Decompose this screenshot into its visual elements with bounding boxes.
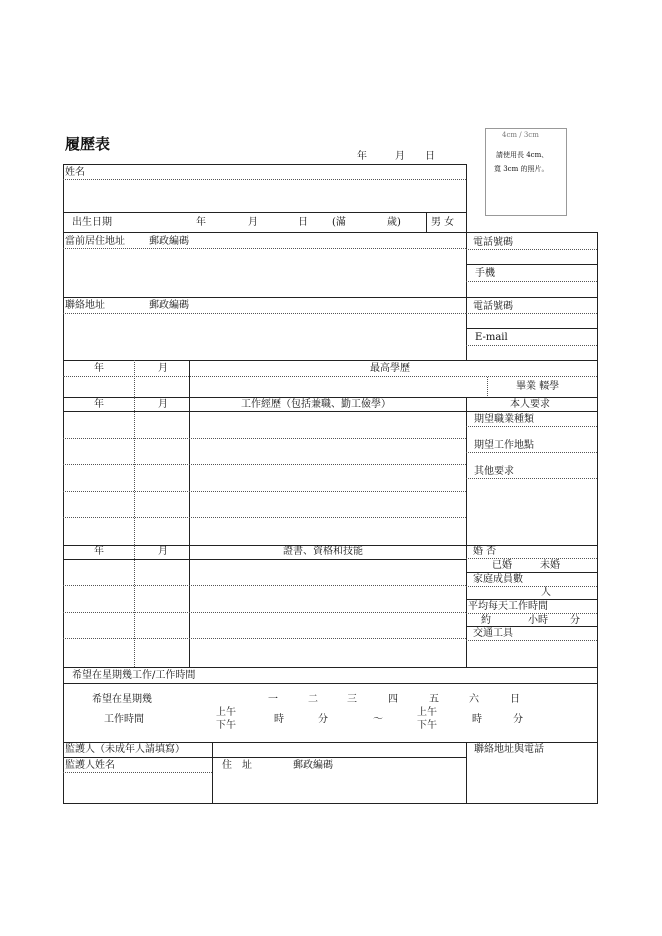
job-place-label: 期望工作地點 bbox=[474, 440, 534, 451]
schedule-header: 希望在星期幾工作/工作時間 bbox=[72, 670, 196, 681]
guardian-address-field[interactable] bbox=[213, 774, 465, 802]
edu-status-options[interactable]: 畢業 輟學 bbox=[516, 381, 560, 392]
persons-unit: 人 bbox=[541, 587, 551, 598]
transport-label: 交通工具 bbox=[473, 628, 513, 639]
guardian-name-label: 監護人姓名 bbox=[65, 760, 115, 771]
cert-header: 證書、資格和技能 bbox=[283, 546, 363, 557]
birth-day-label: 日 bbox=[298, 217, 308, 228]
edu-highest-header: 最高學歷 bbox=[370, 363, 410, 374]
other-requirements-label: 其他要求 bbox=[474, 466, 514, 477]
day-wed[interactable]: 三 bbox=[347, 694, 357, 705]
birth-month-label: 月 bbox=[248, 217, 258, 228]
edu-year-header: 年 bbox=[94, 363, 104, 374]
end-pm-option[interactable]: 下午 bbox=[417, 720, 437, 731]
guardian-address-label: 住 址 bbox=[222, 760, 252, 771]
day-sat[interactable]: 六 bbox=[469, 694, 479, 705]
age-open-label: (滿 bbox=[332, 217, 346, 228]
schedule-days-label: 希望在星期幾 bbox=[92, 694, 152, 705]
contact-address-field[interactable] bbox=[64, 315, 465, 359]
current-address-field[interactable] bbox=[64, 250, 465, 296]
birth-label: 出生日期 bbox=[72, 217, 112, 228]
guardian-name-field[interactable] bbox=[64, 774, 211, 802]
photo-box[interactable] bbox=[485, 128, 567, 216]
start-minute-unit: 分 bbox=[318, 714, 328, 725]
work-month-header: 月 bbox=[158, 399, 168, 410]
end-hour-unit: 時 bbox=[472, 714, 482, 725]
name-label: 姓名 bbox=[65, 167, 85, 178]
minutes-unit: 分 bbox=[570, 615, 580, 626]
date-year-label: 年 bbox=[357, 151, 367, 162]
unmarried-option[interactable]: 未婚 bbox=[540, 560, 560, 571]
marriage-label: 婚 否 bbox=[473, 546, 497, 557]
daily-hours-label: 平均每天工作時間 bbox=[468, 601, 548, 612]
photo-instruction-1: 請使用長 4cm、 bbox=[496, 151, 549, 159]
email-label: E-mail bbox=[475, 332, 508, 343]
requirements-header: 本人要求 bbox=[510, 399, 550, 410]
start-pm-option[interactable]: 下午 bbox=[216, 720, 236, 731]
guardian-contact-field[interactable] bbox=[467, 758, 596, 802]
married-option[interactable]: 已婚 bbox=[492, 560, 512, 571]
contact-postal-label: 郵政編碼 bbox=[149, 300, 189, 311]
photo-size-text: 4cm / 3cm bbox=[502, 131, 539, 139]
start-am-option[interactable]: 上午 bbox=[216, 707, 236, 718]
gender-options[interactable]: 男 女 bbox=[431, 217, 455, 228]
page-title: 履歷表 bbox=[65, 135, 111, 153]
current-postal-label: 郵政編碼 bbox=[149, 236, 189, 247]
work-history-header: 工作經歷（包括兼職、勤工儉學） bbox=[241, 399, 391, 410]
contact-phone-label: 電話號碼 bbox=[473, 301, 513, 312]
start-hour-unit: 時 bbox=[274, 714, 284, 725]
day-mon[interactable]: 一 bbox=[268, 694, 278, 705]
end-am-option[interactable]: 上午 bbox=[417, 707, 437, 718]
end-minute-unit: 分 bbox=[513, 714, 523, 725]
date-day-label: 日 bbox=[425, 151, 435, 162]
date-month-label: 月 bbox=[395, 151, 405, 162]
mobile-label: 手機 bbox=[475, 268, 495, 279]
family-members-label: 家庭成員數 bbox=[473, 574, 523, 585]
edu-month-header: 月 bbox=[158, 363, 168, 374]
guardian-postal-label: 郵政編碼 bbox=[293, 760, 333, 771]
cert-year-header: 年 bbox=[94, 546, 104, 557]
job-type-label: 期望職業種類 bbox=[474, 414, 534, 425]
day-sun[interactable]: 日 bbox=[510, 694, 520, 705]
day-tue[interactable]: 二 bbox=[308, 694, 318, 705]
photo-instruction-2: 寬 3cm 的照片。 bbox=[494, 165, 549, 173]
time-range-tilde: ～ bbox=[373, 714, 383, 725]
day-fri[interactable]: 五 bbox=[429, 694, 439, 705]
cert-month-header: 月 bbox=[158, 546, 168, 557]
name-field[interactable] bbox=[64, 181, 465, 211]
guardian-header: 監護人（未成年人請填寫） bbox=[65, 744, 185, 755]
age-close-label: 歲) bbox=[387, 217, 401, 228]
guardian-contact-label: 聯絡地址與電話 bbox=[474, 744, 544, 755]
current-phone-label: 電話號碼 bbox=[473, 237, 513, 248]
contact-address-label: 聯絡地址 bbox=[65, 300, 105, 311]
hours-unit: 小時 bbox=[528, 615, 548, 626]
approx-label: 約 bbox=[481, 615, 491, 626]
day-thu[interactable]: 四 bbox=[388, 694, 398, 705]
work-time-label: 工作時間 bbox=[104, 714, 144, 725]
current-address-label: 當前居住地址 bbox=[65, 236, 125, 247]
birth-year-label: 年 bbox=[196, 217, 206, 228]
work-year-header: 年 bbox=[94, 399, 104, 410]
